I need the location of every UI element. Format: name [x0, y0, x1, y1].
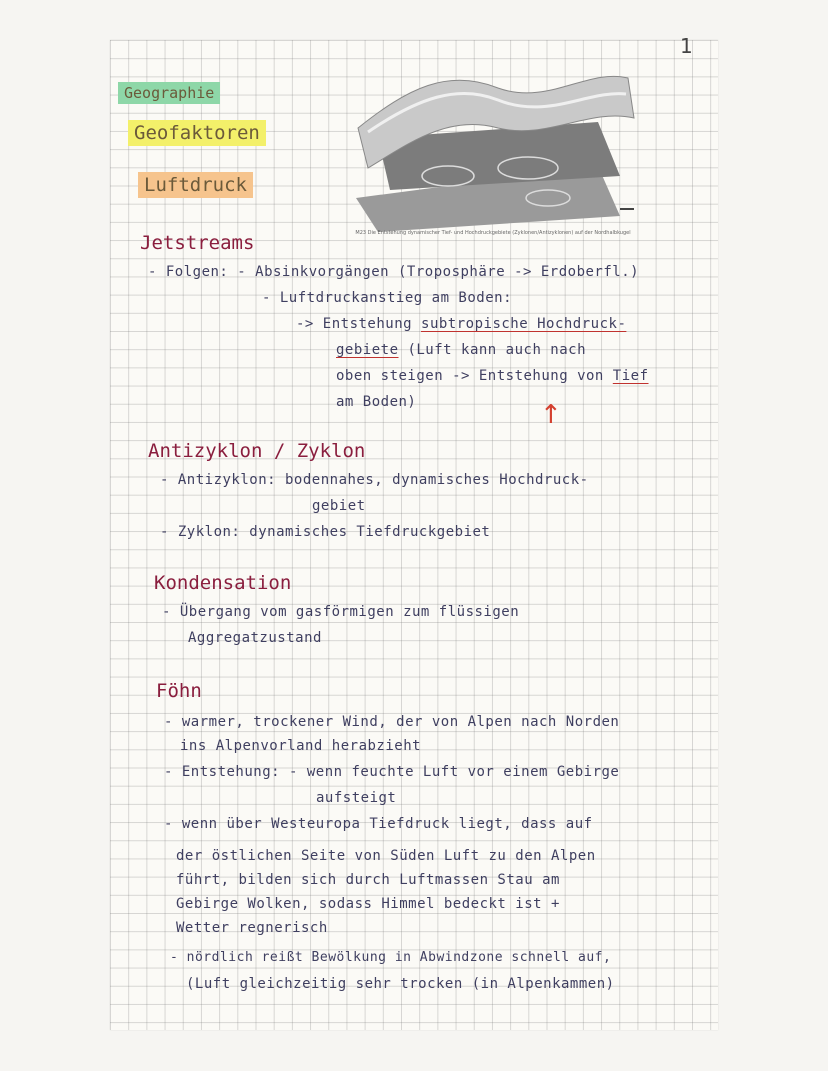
foehn-line-5: - wenn über Westeuropa Tiefdruck liegt, dass auf [164, 816, 593, 832]
kondensation-line-2: Aggregatzustand [188, 630, 322, 646]
jetstreams-line-3: -> Entstehung subtropische Hochdruck- [296, 316, 627, 332]
label-luftdruck: Luftdruck [138, 172, 253, 198]
foehn-line-2: ins Alpenvorland herabzieht [180, 738, 422, 754]
foehn-line-10: - nördlich reißt Bewölkung in Abwindzone schnell auf, [170, 950, 612, 965]
arrow-up-icon: ↑ [540, 400, 562, 430]
label-geographie: Geographie [118, 82, 220, 104]
foehn-line-4: aufsteigt [316, 790, 397, 806]
heading-kondensation: Kondensation [154, 572, 292, 594]
foehn-line-8: Gebirge Wolken, sodass Himmel bedeckt ist + [176, 896, 560, 912]
jetstreams-line-1: - Folgen: - Absinkvorgängen (Troposphäre -> Erdoberfl.) [148, 264, 640, 280]
jetstreams-line-5: oben steigen -> Entstehung von Tief [336, 368, 649, 384]
jetstream-diagram-photo [348, 48, 638, 236]
jetstreams-line-2: - Luftdruckanstieg am Boden: [262, 290, 513, 306]
antizyklon-line-3: - Zyklon: dynamisches Tiefdruckgebiet [160, 524, 491, 540]
diagram-illustration [348, 48, 638, 236]
foehn-line-7: führt, bilden sich durch Luftmassen Stau am [176, 872, 560, 888]
antizyklon-line-2: gebiet [312, 498, 366, 514]
jetstreams-line-4: gebiete (Luft kann auch nach [336, 342, 587, 358]
foehn-line-9: Wetter regnerisch [176, 920, 328, 936]
kondensation-line-1: - Übergang vom gasförmigen zum flüssigen [162, 604, 520, 620]
heading-antizyklon-zyklon: Antizyklon / Zyklon [148, 440, 366, 462]
label-geofaktoren: Geofaktoren [128, 120, 266, 146]
figure-caption: M23 Die Entstehung dynamischer Tief- und Hochdruckgebiete (Zyklonen/Antizyklonen) auf der Nordhalbkugel [355, 230, 631, 236]
page-number: 1 [680, 34, 693, 58]
foehn-line-11: (Luft gleichzeitig sehr trocken (in Alpenkammen) [186, 976, 615, 992]
antizyklon-line-1: - Antizyklon: bodennahes, dynamisches Hochdruck- [160, 472, 589, 488]
foehn-line-3: - Entstehung: - wenn feuchte Luft vor einem Gebirge [164, 764, 620, 780]
heading-foehn: Föhn [156, 680, 202, 702]
foehn-line-1: - warmer, trockener Wind, der von Alpen nach Norden [164, 714, 620, 730]
jetstreams-line-6: am Boden) [336, 394, 417, 410]
foehn-line-6: der östlichen Seite von Süden Luft zu den Alpen [176, 848, 596, 864]
heading-jetstreams: Jetstreams [140, 232, 255, 254]
